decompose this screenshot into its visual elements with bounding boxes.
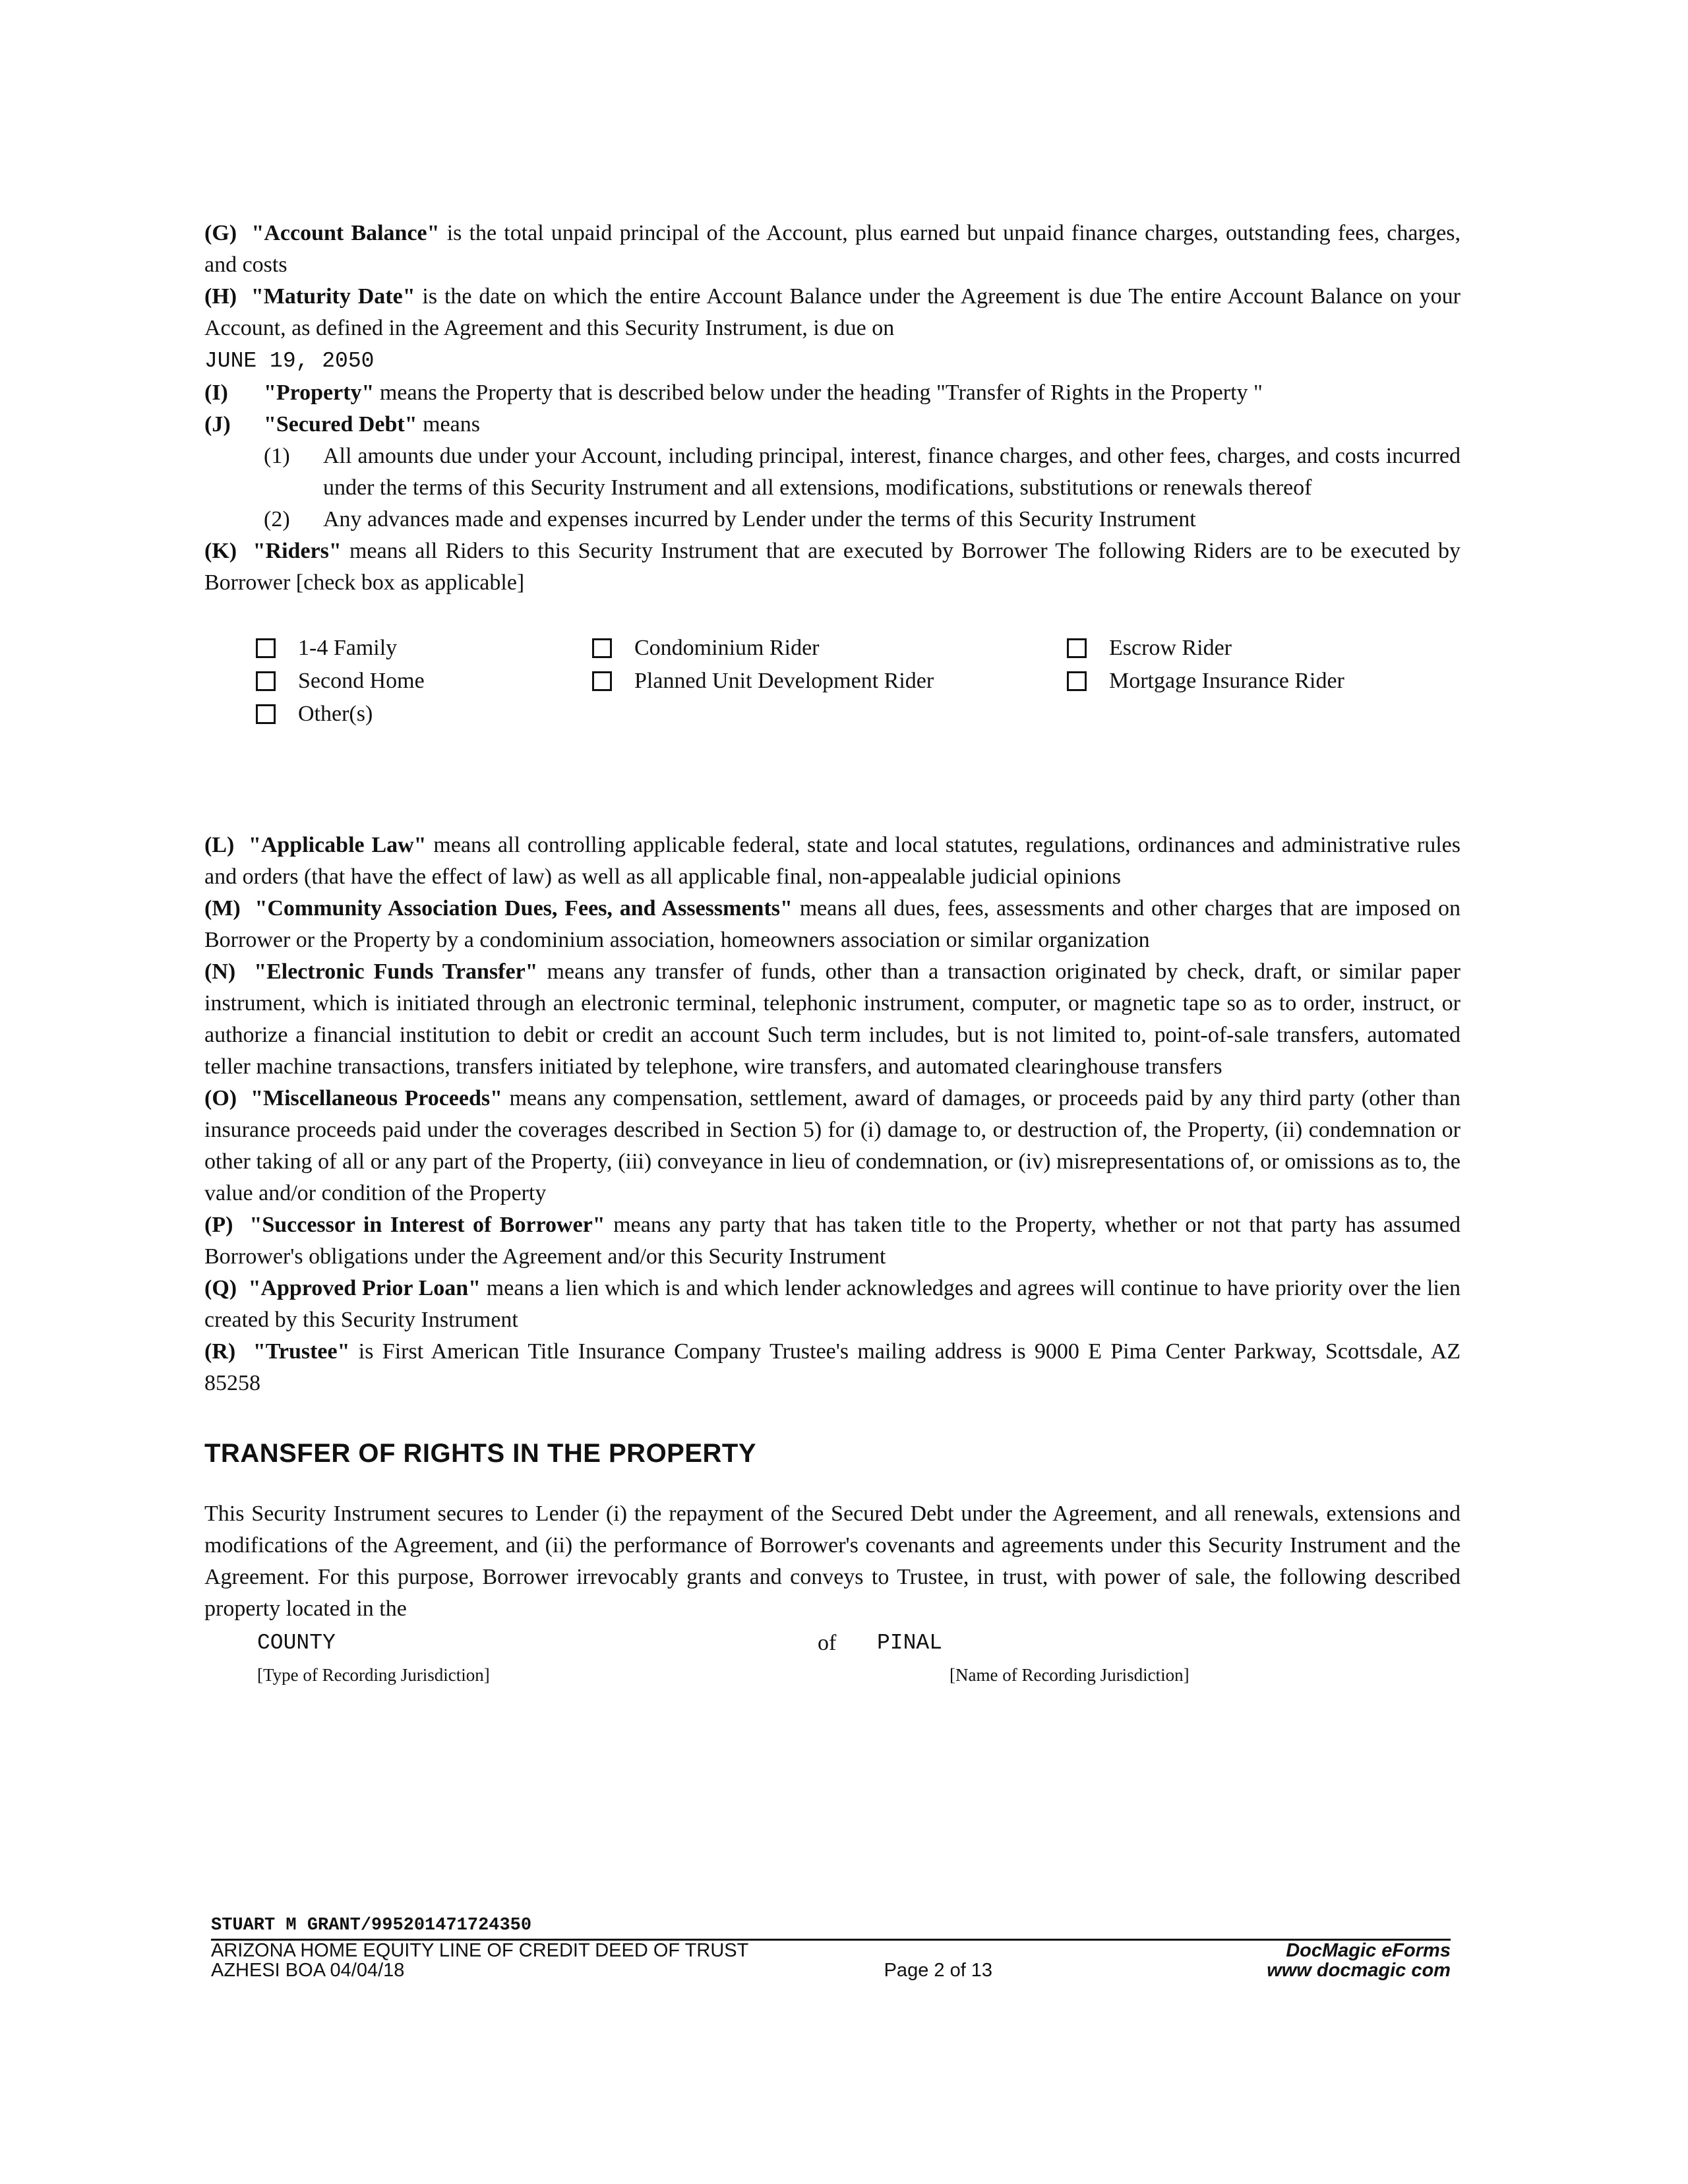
definition-term: "Account Balance" <box>251 221 440 245</box>
checkbox-label: Planned Unit Development Rider <box>634 669 934 693</box>
form-code: AZHESI BOA 04/04/18 <box>211 1960 405 1981</box>
definition-tag: (M) <box>204 896 241 921</box>
definition-text: is the total unpaid principal of the Account, plus earned but unpaid finance charges, outstanding fees, charges, and costs <box>204 221 1461 277</box>
definition-term: "Secured Debt" <box>264 412 417 437</box>
item-number: (1) <box>264 444 290 468</box>
definition-tag: (L) <box>204 833 235 857</box>
definition-l <box>204 830 1461 893</box>
checkbox-label: Mortgage Insurance Rider <box>1109 669 1344 693</box>
rider-checkbox-pud[interactable] <box>592 665 1067 698</box>
definition-term: "Applicable Law" <box>248 833 427 857</box>
item-text: Any advances made and expenses incurred by Lender under the terms of this Security Instrument <box>323 507 1196 531</box>
definition-m <box>204 893 1461 956</box>
docmagic-logo: DocMagic eForms <box>1286 1940 1451 1961</box>
definition-term: "Miscellaneous Proceeds" <box>251 1086 503 1110</box>
definition-i <box>204 377 1461 409</box>
jurisdiction-name-label: [Name of Recording Jurisdiction] <box>950 1665 1190 1685</box>
secured-debt-item <box>204 504 1461 535</box>
definition-text: is First American Title Insurance Company Trustee's mailing address is 9000 E Pima Center Parkway, Scottsdale, AZ 85258 <box>204 1339 1461 1395</box>
borrower-loan-id: STUART M GRANT/995201471724350 <box>211 1916 532 1935</box>
definition-tag: (O) <box>204 1086 237 1110</box>
checkbox-square[interactable] <box>592 638 612 658</box>
item-number: (2) <box>264 507 290 531</box>
rider-checkbox-mortgage-insurance[interactable] <box>1067 665 1344 698</box>
secured-debt-item <box>204 440 1461 504</box>
definition-tag: (G) <box>204 221 237 245</box>
rider-checkbox-condominium[interactable] <box>592 632 1067 665</box>
definition-term: "Riders" <box>253 539 342 563</box>
checkbox-square[interactable] <box>1067 638 1087 658</box>
jurisdiction-name-value: PINAL <box>877 1631 943 1655</box>
definition-tag: (P) <box>204 1213 233 1237</box>
riders-checkbox-group <box>256 632 1461 731</box>
checkbox-label: Condominium Rider <box>634 636 820 660</box>
checkbox-label: 1-4 Family <box>298 636 398 660</box>
definition-term: "Approved Prior Loan" <box>248 1276 481 1300</box>
checkbox-label: Escrow Rider <box>1109 636 1232 660</box>
definition-o <box>204 1083 1461 1209</box>
definition-text: means any transfer of funds, other than a transaction originated by check, draft, or similar paper instrument, which is initiated through an electronic terminal, telephonic instrument, computer, or magnetic tape so as to order, instruct, or authorize a financial institution to debit or credit an account Such term includes, but is not limited to, point-of-sale transfers, automated teller machine transactions, transfers initiated by telephone, wire transfers, and automated clearinghouse transfers <box>204 959 1461 1079</box>
definition-j <box>204 409 1461 440</box>
definition-tag: (I) <box>204 380 228 405</box>
item-text: All amounts due under your Account, including principal, interest, finance charges, and other fees, charges, and costs incurred under the terms of this Security Instrument and all extensions, modifications, substitutions or renewals thereof <box>323 444 1461 500</box>
form-title: ARIZONA HOME EQUITY LINE OF CREDIT DEED OF TRUST <box>211 1940 749 1961</box>
document-page <box>204 218 1461 1687</box>
checkbox-square[interactable] <box>592 671 612 691</box>
recording-jurisdiction <box>257 1627 1461 1687</box>
definition-text: means any compensation, settlement, award of damages, or proceeds paid by any third party (other than insurance proceeds paid under the coverages described in Section 5) for (i) damage to, or destruction of, the Property, (ii) condemnation or other taking of all or any part of the Property, (iii) conveyance in lieu of condemnation, or (iv) misrepresentations of, or omissions as to, the value and/or condition of the Property <box>204 1086 1461 1205</box>
definition-q <box>204 1273 1461 1336</box>
maturity-date-value: JUNE 19, 2050 <box>204 349 375 373</box>
definition-g <box>204 218 1461 281</box>
definition-p <box>204 1209 1461 1273</box>
rider-checkbox-second-home[interactable] <box>256 665 592 698</box>
of-word: of <box>818 1631 837 1655</box>
definition-tag: (N) <box>204 959 236 984</box>
section-heading: TRANSFER OF RIGHTS IN THE PROPERTY <box>204 1439 757 1468</box>
jurisdiction-type-value: COUNTY <box>257 1631 336 1655</box>
rider-checkbox-others[interactable] <box>256 698 592 731</box>
definition-text: means the Property that is described below under the heading "Transfer of Rights in the Property " <box>374 380 1263 405</box>
rider-checkbox-escrow[interactable] <box>1067 632 1344 665</box>
jurisdiction-type-label: [Type of Recording Jurisdiction] <box>257 1665 490 1685</box>
definition-term: "Community Association Dues, Fees, and Assessments" <box>255 896 793 921</box>
definition-term: "Property" <box>264 380 375 405</box>
website-link[interactable]: www docmagic com <box>1267 1960 1451 1981</box>
definition-text: means any party that has taken title to the Property, whether or not that party has assumed Borrower's obligations under the Agreement and/or this Security Instrument <box>204 1213 1461 1269</box>
definition-r <box>204 1336 1461 1399</box>
definition-text: means all controlling applicable federal, state and local statutes, regulations, ordinances and administrative rules and orders (that have the effect of law) as well as all applicable final, non-appealable judicial opinions <box>204 833 1461 889</box>
checkbox-square[interactable] <box>256 671 276 691</box>
definition-tag: (H) <box>204 284 237 309</box>
definition-n <box>204 956 1461 1083</box>
definition-h <box>204 281 1461 377</box>
definition-term: "Trustee" <box>253 1339 350 1364</box>
definition-tag: (R) <box>204 1339 236 1364</box>
definition-text: means a lien which is and which lender acknowledges and agrees will continue to have priority over the lien created by this Security Instrument <box>204 1276 1461 1332</box>
definition-tag: (J) <box>204 412 231 437</box>
definition-tag: (K) <box>204 539 237 563</box>
definition-term: "Successor in Interest of Borrower" <box>249 1213 605 1237</box>
definition-term: "Electronic Funds Transfer" <box>254 959 538 984</box>
rider-checkbox-1-4-family[interactable] <box>256 632 592 665</box>
page-footer <box>211 1915 1451 1980</box>
footer-row <box>211 1941 1451 1980</box>
checkbox-square[interactable] <box>256 638 276 658</box>
definition-k <box>204 535 1461 599</box>
definition-text: means all dues, fees, assessments and other charges that are imposed on Borrower or the Property by a condominium association, homeowners association or similar organization <box>204 896 1461 952</box>
checkbox-square[interactable] <box>1067 671 1087 691</box>
definition-tag: (Q) <box>204 1276 237 1300</box>
definition-text: is the date on which the entire Account Balance under the Agreement is due The entire Account Balance on your Account, as defined in the Agreement and this Security Instrument, is due on <box>204 284 1461 340</box>
definition-text: means all Riders to this Security Instrument that are executed by Borrower The following Riders are to be executed by Borrower [check box as applicable] <box>204 539 1461 595</box>
checkbox-label: Second Home <box>298 669 425 693</box>
checkbox-label: Other(s) <box>298 702 373 726</box>
transfer-body: This Security Instrument secures to Lender (i) the repayment of the Secured Debt under the Agreement, and all renewals, extensions and modifications of the Agreement, and (ii) the performance of Borrower's covenants and agreements under this Security Instrument and the Agreement. For this purpose, Borrower irrevocably grants and conveys to Trustee, in trust, with power of sale, the following described property located in the <box>204 1502 1461 1621</box>
checkbox-square[interactable] <box>256 704 276 724</box>
definition-term: "Maturity Date" <box>251 284 415 309</box>
page-number: Page 2 of 13 <box>884 1960 993 1981</box>
definition-text: means <box>417 412 480 437</box>
